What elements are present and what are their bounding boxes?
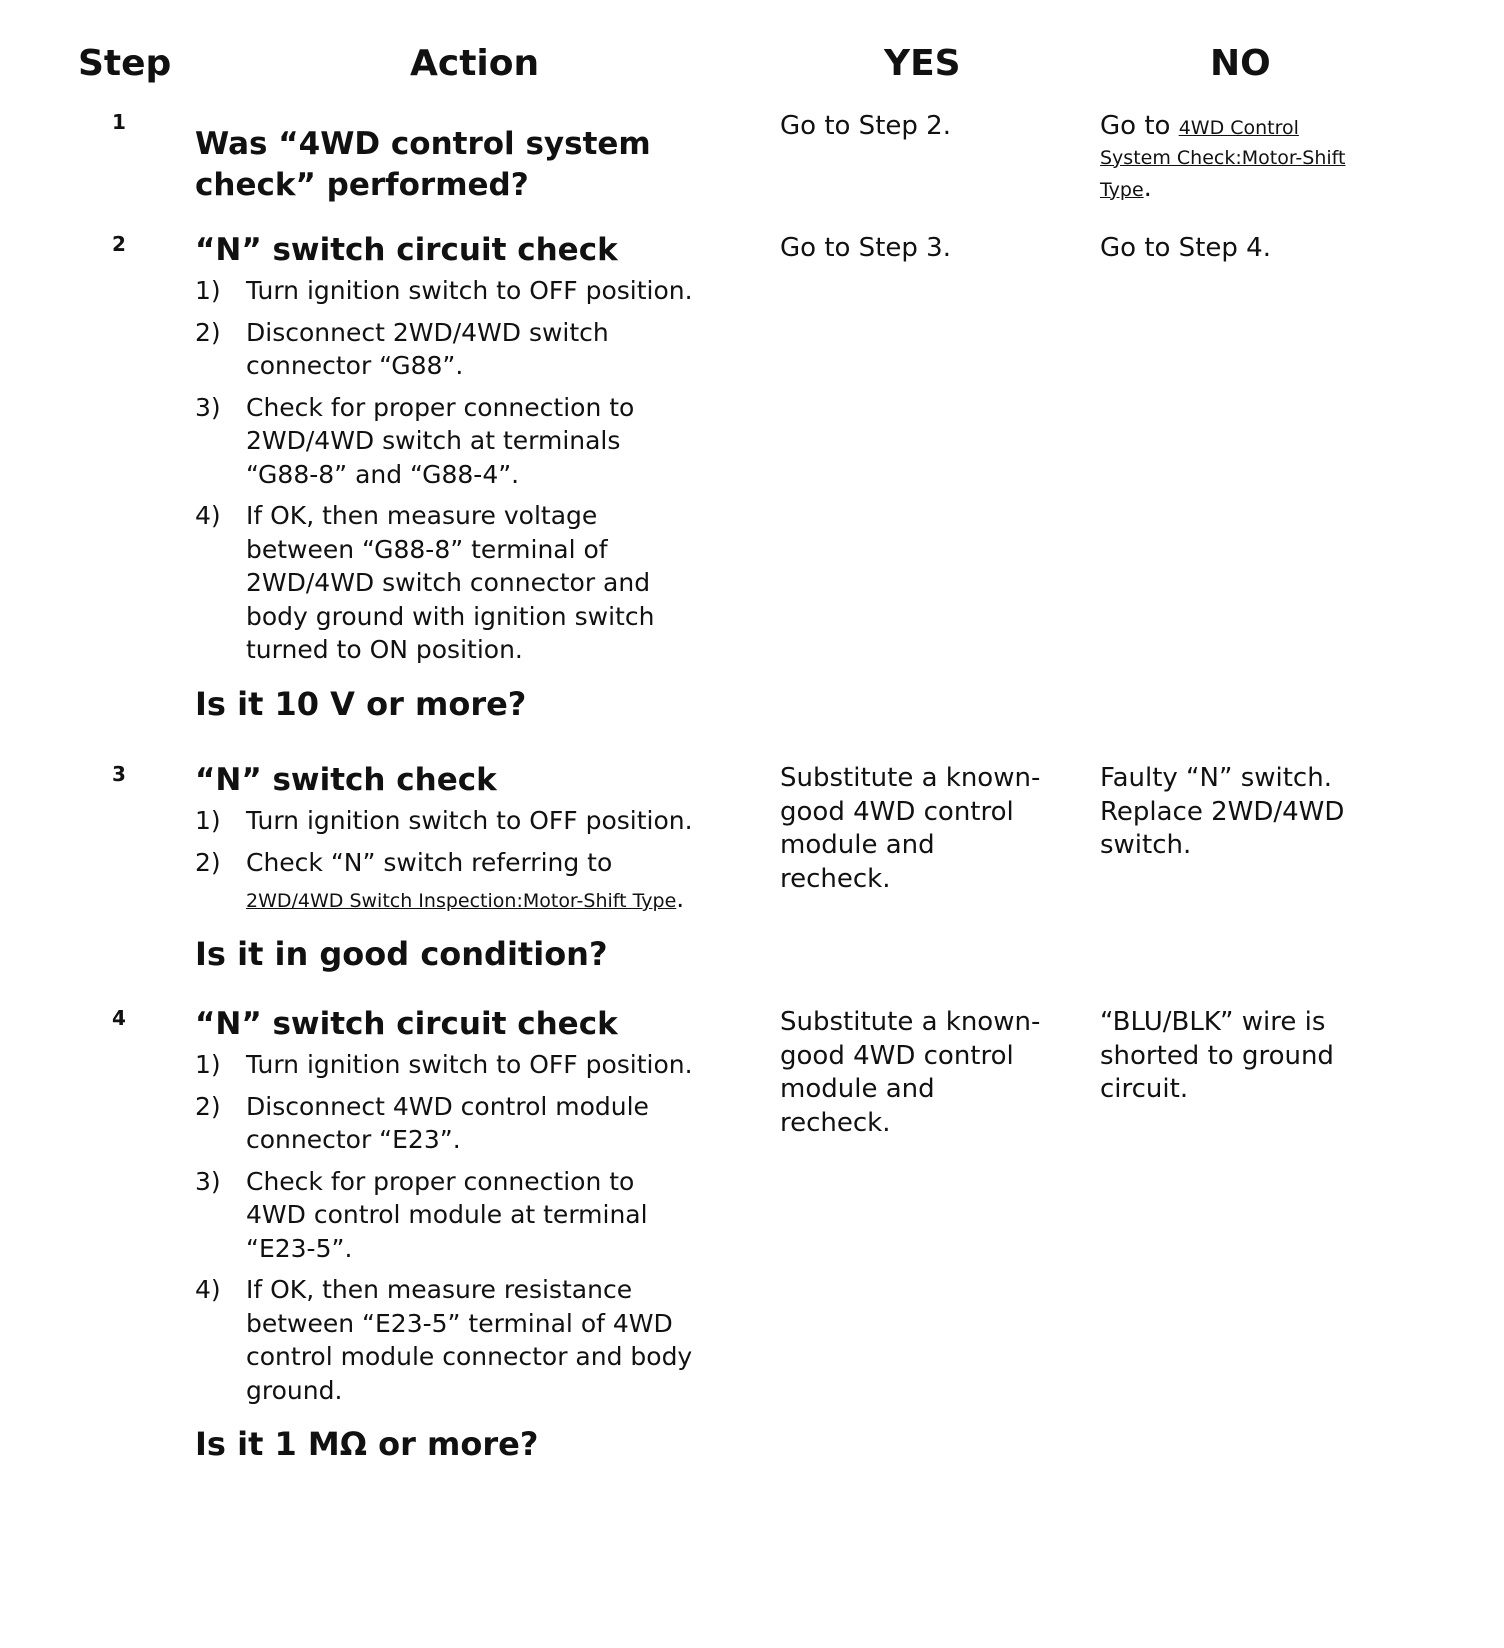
- procedure-item: 2) Check “N” switch referring to 2WD/4WD Switch Inspection:Motor-Shift Type.: [195, 847, 685, 913]
- header-step: Step: [78, 43, 172, 84]
- step-number: 4: [112, 1006, 126, 1030]
- procedure-item: 1) Turn ignition switch to OFF position.: [195, 1050, 693, 1079]
- procedure-item: 3) Check for proper connection to 2WD/4WD switch at terminals “G88-8” and “G88-4”.: [195, 392, 635, 489]
- 4wd-control-system-check-link-line[interactable]: Type: [1100, 178, 1144, 201]
- yes-result: Go to Step 3.: [780, 233, 951, 263]
- procedure-item: 2) Disconnect 2WD/4WD switch connector “G88”.: [195, 317, 609, 380]
- 4wd-control-system-check-link[interactable]: 4WD Control: [1178, 117, 1299, 139]
- procedure-item: 1) Turn ignition switch to OFF position.: [195, 806, 693, 835]
- step-number: 3: [112, 762, 126, 786]
- no-result-suffix: .: [1143, 172, 1152, 203]
- procedure-item: 4) If OK, then measure voltage between “G88-8” terminal of 2WD/4WD switch connector and body ground with ignition switch turned to ON position.: [195, 501, 655, 664]
- step-question: Is it in good condition?: [195, 935, 608, 973]
- yes-result: Go to Step 2.: [780, 111, 951, 141]
- header-action: Action: [410, 43, 540, 84]
- no-result-prefix: Go to: [1100, 111, 1179, 141]
- step-action: [195, 232, 755, 723]
- yes-result: Substitute a known- good 4WD control module and recheck.: [780, 1007, 1041, 1138]
- step-question: Is it 10 V or more?: [195, 684, 527, 723]
- procedure-item: 3) Check for proper connection to 4WD control module at terminal “E23-5”.: [195, 1166, 648, 1263]
- no-result: “BLU/BLK” wire is shorted to ground circuit.: [1100, 1007, 1334, 1104]
- step-question-line: Was “4WD control system: [195, 126, 651, 162]
- step-title: “N” switch circuit check: [195, 232, 618, 268]
- step-title: “N” switch check: [195, 762, 497, 798]
- header-yes: YES: [884, 43, 961, 84]
- no-result: Go to Step 4.: [1100, 233, 1271, 263]
- step-number: 1: [112, 110, 126, 134]
- procedure-item: 1) Turn ignition switch to OFF position.: [195, 276, 693, 305]
- procedure-list: [195, 274, 755, 667]
- step-question-line: check” performed?: [195, 167, 529, 203]
- header-no: NO: [1210, 43, 1271, 84]
- 2wd-4wd-switch-inspection-link[interactable]: 2WD/4WD Switch Inspection:Motor-Shift Type: [246, 890, 677, 912]
- step-title: “N” switch circuit check: [195, 1006, 618, 1042]
- yes-result: Substitute a known- good 4WD control module and recheck.: [780, 763, 1041, 894]
- step-question: Is it 1 MΩ or more?: [195, 1425, 539, 1463]
- no-result: [1100, 110, 1345, 205]
- step-number: 2: [112, 232, 126, 256]
- procedure-list: [195, 1048, 755, 1407]
- step-action: [195, 1006, 755, 1463]
- 4wd-control-system-check-link-line[interactable]: System Check:Motor-Shift: [1100, 146, 1346, 169]
- step-action: [195, 762, 755, 973]
- procedure-item: 2) Disconnect 4WD control module connector “E23”.: [195, 1091, 649, 1154]
- step-action: [195, 124, 755, 206]
- procedure-item: 4) If OK, then measure resistance between “E23-5” terminal of 4WD control module connector and body ground.: [195, 1275, 693, 1405]
- procedure-list: [195, 804, 755, 921]
- no-result: Faulty “N” switch. Replace 2WD/4WD switch.: [1100, 763, 1345, 860]
